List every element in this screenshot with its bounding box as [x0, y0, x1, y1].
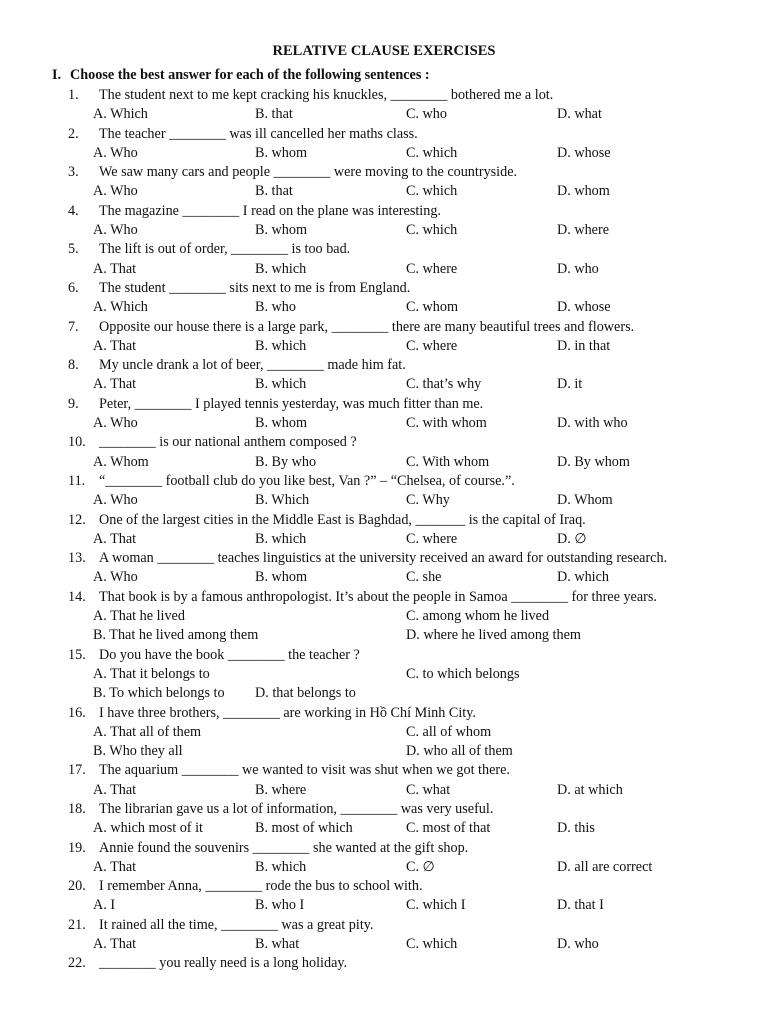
answer-option[interactable]: B. what [255, 936, 300, 953]
answer-option[interactable]: B. whom [255, 415, 308, 432]
question-text: Peter, ________ I played tennis yesterday, was much fitter than me. [99, 395, 484, 412]
question-number: 4. [68, 202, 79, 219]
answer-option[interactable]: B. that [255, 106, 293, 123]
question-number: 8. [68, 357, 79, 374]
answer-option[interactable]: A. Which [93, 106, 148, 123]
answer-option[interactable]: C. which I [406, 897, 466, 914]
answer-option[interactable]: B. which [255, 530, 307, 547]
answer-option[interactable]: D. where he lived among them [406, 627, 581, 644]
answer-option[interactable]: B. Who they all [93, 743, 183, 760]
section-number: I. [52, 67, 62, 83]
answer-option[interactable]: C. Why [406, 492, 450, 509]
answer-option[interactable]: C. where [406, 530, 458, 547]
answer-option[interactable]: B. Which [255, 492, 310, 509]
answer-option[interactable]: B. whom [255, 144, 308, 161]
answer-option[interactable]: C. that’s why [406, 376, 482, 393]
answer-options-row [0, 665, 768, 684]
answer-option[interactable]: D. that belongs to [255, 685, 356, 702]
answer-option[interactable]: B. which [255, 376, 307, 393]
question-number: 13. [68, 550, 86, 567]
question-item [0, 839, 768, 858]
answer-option[interactable]: C. where [406, 337, 458, 354]
answer-option[interactable]: D. ∅ [557, 530, 587, 547]
question-item [0, 916, 768, 935]
answer-option[interactable]: C. she [406, 569, 442, 586]
answer-option[interactable]: A. which most of it [93, 820, 203, 837]
question-item [0, 954, 768, 973]
answer-option[interactable]: A. Who [93, 144, 138, 161]
answer-option[interactable]: A. That [93, 337, 137, 354]
question-text: We saw many cars and people ________ were moving to the countryside. [99, 164, 518, 181]
question-item [0, 472, 768, 491]
question-item [0, 356, 768, 375]
answer-options-row [0, 182, 768, 201]
question-text: Do you have the book ________ the teacher ? [99, 646, 360, 663]
question-item [0, 433, 768, 452]
question-text: ________ is our national anthem composed ? [99, 434, 357, 451]
answer-options-row [0, 221, 768, 240]
answer-option[interactable]: D. where [557, 222, 609, 239]
page-title: RELATIVE CLAUSE EXERCISES [272, 43, 496, 59]
answer-option[interactable]: D. with who [557, 415, 628, 432]
answer-options-row [0, 337, 768, 356]
question-text: The teacher ________ was ill cancelled her maths class. [99, 125, 418, 142]
answer-option[interactable]: A. Who [93, 222, 138, 239]
question-number: 20. [68, 878, 86, 895]
answer-option[interactable]: D. what [557, 106, 602, 123]
answer-options-row [0, 144, 768, 163]
answer-option[interactable]: A. That [93, 858, 137, 875]
answer-option[interactable]: D. who [557, 936, 599, 953]
section-instruction: Choose the best answer for each of the following sentences : [70, 67, 430, 83]
question-number: 10. [68, 434, 86, 451]
answer-option[interactable]: A. That [93, 376, 137, 393]
answer-options-row [0, 105, 768, 124]
answer-option[interactable]: C. most of that [406, 820, 491, 837]
answer-option[interactable]: B. where [255, 781, 307, 798]
answer-option[interactable]: A. That [93, 260, 137, 277]
question-text: ________ you really need is a long holiday. [99, 955, 348, 972]
question-number: 14. [68, 588, 86, 605]
answer-option[interactable]: A. Whom [93, 453, 149, 470]
answer-option[interactable]: A. That [93, 530, 137, 547]
answer-option[interactable]: C. what [406, 781, 451, 798]
answer-option[interactable]: D. whose [557, 299, 611, 316]
question-number: 5. [68, 241, 79, 258]
answer-options-row [0, 626, 768, 645]
answer-options-row [0, 684, 768, 703]
answer-option[interactable]: B. To which belongs to [93, 685, 225, 702]
answer-option[interactable]: A. Who [93, 183, 138, 200]
answer-option[interactable]: B. who [255, 299, 296, 316]
answer-option[interactable]: D. whose [557, 144, 611, 161]
answer-option[interactable]: D. By whom [557, 453, 630, 470]
answer-option[interactable]: C. which [406, 222, 458, 239]
question-number: 11. [68, 472, 86, 489]
answer-option[interactable]: C. with whom [406, 415, 487, 432]
answer-option[interactable]: C. where [406, 260, 458, 277]
answer-options-row [0, 742, 768, 761]
answer-options-row [0, 607, 768, 626]
question-number: 2. [68, 125, 79, 142]
answer-option[interactable]: B. whom [255, 222, 308, 239]
question-text: One of the largest cities in the Middle East is Baghdad, _______ is the capital of Iraq. [99, 511, 586, 528]
answer-option[interactable]: C. which [406, 183, 458, 200]
answer-option[interactable]: D. in that [557, 337, 611, 354]
question-item [0, 588, 768, 607]
answer-options-row [0, 453, 768, 472]
answer-options-row [0, 858, 768, 877]
question-number: 16. [68, 704, 86, 721]
answer-options-row [0, 935, 768, 954]
answer-options-row [0, 781, 768, 800]
question-item [0, 202, 768, 221]
answer-option[interactable]: A. That [93, 781, 137, 798]
question-number: 9. [68, 395, 79, 412]
answer-option[interactable]: B. most of which [255, 820, 353, 837]
answer-option[interactable]: D. that I [557, 897, 604, 914]
question-item [0, 704, 768, 723]
answer-option[interactable]: D. whom [557, 183, 610, 200]
answer-option[interactable]: A. That he lived [93, 608, 185, 625]
question-number: 6. [68, 279, 79, 296]
question-item [0, 800, 768, 819]
answer-option[interactable]: C. whom [406, 299, 459, 316]
question-text: My uncle drank a lot of beer, ________ made him fat. [99, 357, 406, 374]
question-text: I have three brothers, ________ are working in Hồ Chí Minh City. [99, 704, 476, 721]
question-text: That book is by a famous anthropologist. It’s about the people in Samoa ________ for three years. [99, 588, 657, 605]
answer-option[interactable]: B. whom [255, 569, 308, 586]
answer-option[interactable]: B. By who [255, 453, 317, 470]
question-text: Annie found the souvenirs ________ she wanted at the gift shop. [99, 839, 469, 856]
answer-option[interactable]: A. That it belongs to [93, 665, 210, 682]
answer-option[interactable]: A. That all of them [93, 723, 202, 740]
question-item [0, 877, 768, 896]
answer-options-row [0, 414, 768, 433]
question-text: The magazine ________ I read on the plane was interesting. [99, 202, 441, 219]
answer-option[interactable]: B. which [255, 858, 307, 875]
answer-option[interactable]: B. That he lived among them [93, 627, 259, 644]
question-text: Opposite our house there is a large park, ________ there are many beautiful trees and flowers. [99, 318, 635, 335]
question-number: 19. [68, 839, 86, 856]
question-number: 1. [68, 87, 79, 103]
answer-options-row [0, 530, 768, 549]
answer-option[interactable]: A. Which [93, 299, 148, 316]
question-number: 15. [68, 646, 86, 663]
question-number: 21. [68, 916, 86, 933]
section-heading [52, 66, 430, 85]
answer-options-row [0, 568, 768, 587]
question-text: “________ football club do you like best, Van ?” – “Chelsea, of course.”. [99, 472, 515, 489]
answer-option[interactable]: A. I [93, 897, 116, 914]
question-text: The student next to me kept cracking his knuckles, ________ bothered me a lot. [99, 87, 554, 103]
question-item [0, 549, 768, 568]
answer-option[interactable]: B. which [255, 260, 307, 277]
question-number: 17. [68, 762, 86, 779]
answer-option[interactable]: A. Who [93, 415, 138, 432]
question-item [0, 511, 768, 530]
answer-options-row [0, 298, 768, 317]
answer-option[interactable]: C. ∅ [406, 858, 435, 875]
question-item [0, 125, 768, 144]
question-item [0, 646, 768, 665]
question-text: The aquarium ________ we wanted to visit was shut when we got there. [99, 762, 510, 779]
question-number: 12. [68, 511, 86, 528]
answer-options-row [0, 819, 768, 838]
question-text: I remember Anna, ________ rode the bus to school with. [99, 878, 423, 895]
answer-option[interactable]: A. That [93, 936, 137, 953]
question-number: 3. [68, 164, 79, 181]
answer-option[interactable]: B. that [255, 183, 293, 200]
answer-options-row [0, 260, 768, 279]
question-item [0, 240, 768, 259]
answer-option[interactable]: D. which [557, 569, 610, 586]
answer-option[interactable]: D. at which [557, 781, 623, 798]
answer-option[interactable]: C. who [406, 106, 447, 123]
answer-option[interactable]: B. which [255, 337, 307, 354]
question-item [0, 761, 768, 780]
answer-option[interactable]: B. who I [255, 897, 305, 914]
answer-option[interactable]: C. among whom he lived [406, 608, 550, 625]
question-number: 18. [68, 800, 86, 817]
question-text: A woman ________ teaches linguistics at the university received an award for outstanding research. [99, 550, 668, 567]
answer-option[interactable]: D. it [557, 376, 583, 393]
question-list [0, 86, 768, 974]
question-item [0, 163, 768, 182]
answer-option[interactable]: C. With whom [406, 453, 490, 470]
answer-option[interactable]: D. who [557, 260, 599, 277]
question-item [0, 318, 768, 337]
answer-options-row [0, 491, 768, 510]
question-text: The student ________ sits next to me is from England. [99, 279, 411, 296]
question-item [0, 279, 768, 298]
answer-options-row [0, 723, 768, 742]
answer-option[interactable]: D. Whom [557, 492, 613, 509]
answer-option[interactable]: A. Who [93, 569, 138, 586]
answer-option[interactable]: A. Who [93, 492, 138, 509]
answer-option[interactable]: C. all of whom [406, 723, 492, 740]
answer-option[interactable]: D. who all of them [406, 743, 513, 760]
question-text: The lift is out of order, ________ is too bad. [99, 241, 351, 258]
question-number: 22. [68, 955, 86, 972]
question-text: The librarian gave us a lot of information, ________ was very useful. [99, 800, 494, 817]
answer-option[interactable]: C. to which belongs [406, 665, 520, 682]
question-number: 7. [68, 318, 79, 335]
question-item [0, 395, 768, 414]
answer-option[interactable]: D. all are correct [557, 858, 653, 875]
question-item [0, 86, 768, 105]
answer-option[interactable]: D. this [557, 820, 595, 837]
answer-option[interactable]: C. which [406, 936, 458, 953]
answer-options-row [0, 896, 768, 915]
answer-option[interactable]: C. which [406, 144, 458, 161]
answer-options-row [0, 375, 768, 394]
question-text: It rained all the time, ________ was a great pity. [99, 916, 374, 933]
